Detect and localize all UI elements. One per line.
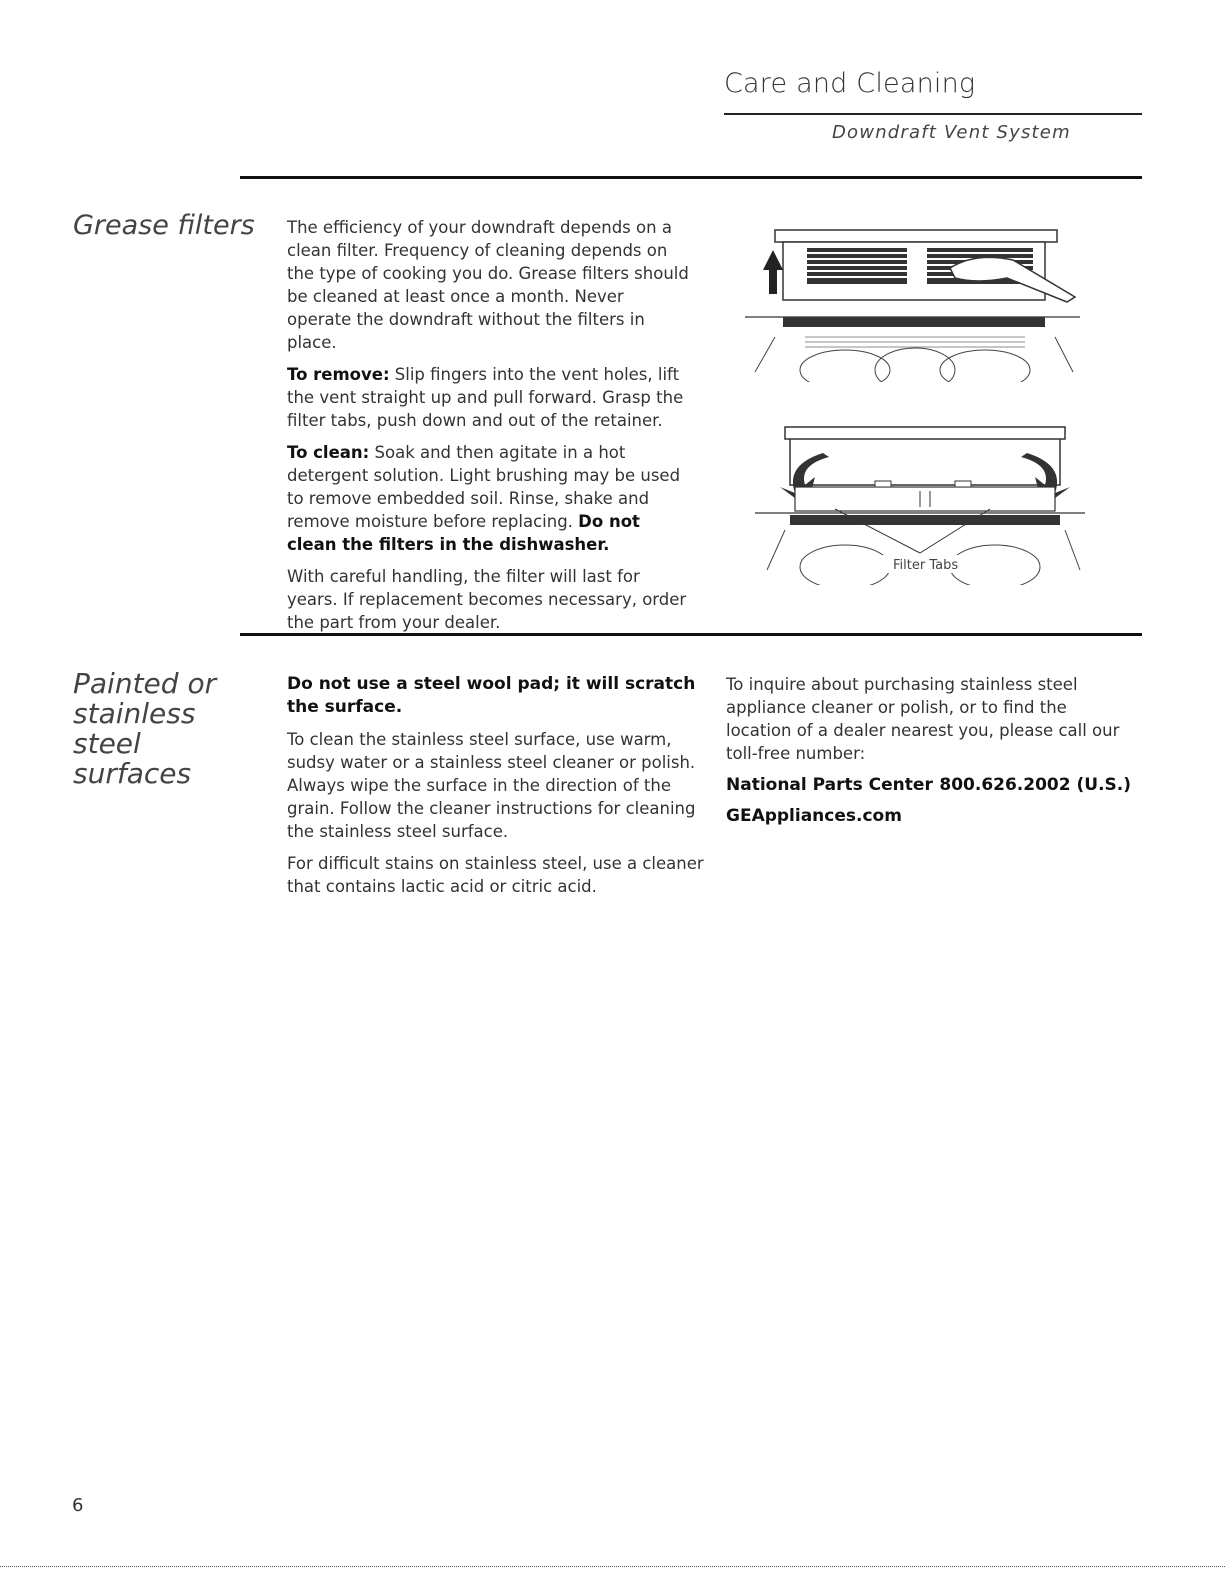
filter-tabs-illustration xyxy=(755,425,1095,585)
up-arrow-icon xyxy=(763,250,783,294)
grease-filters-heading: Grease filters xyxy=(73,210,255,241)
clean-instructions xyxy=(287,441,692,556)
remove-label: To remove: xyxy=(287,365,390,384)
surfaces-heading-line-4: surfaces xyxy=(73,757,192,790)
website-link[interactable]: GEAppliances.com xyxy=(726,806,902,826)
page-section-title: Care and Cleaning xyxy=(724,68,976,99)
grease-filters-body xyxy=(287,216,692,643)
difficult-stains-note: For difficult stains on stainless steel, use a cleaner that contains lactic acid or citric acid. xyxy=(287,854,704,896)
clean-text: Soak and then agitate in a hot detergent solution. Light brushing may be used to remove embedded soil. Rinse, shake and remove moisture before replacing. xyxy=(287,443,681,531)
stainless-clean-instructions: To clean the stainless steel surface, use warm, sudsy water or a stainless steel cleaner or polish. Always wipe the surface in the direction of the grain. Follow the cleaner instructions for cleaning the stainless steel surface. xyxy=(287,730,696,841)
clean-label: To clean: xyxy=(287,443,370,462)
vent-slots-left xyxy=(807,248,907,284)
section-divider-middle xyxy=(240,633,1142,636)
surfaces-body-left xyxy=(287,673,707,907)
grease-intro: The efficiency of your downdraft depends on a clean filter. Frequency of cleaning depends on the type of cooking you do. Grease filters should be cleaned at least once a month. Never operate the downdraft without the filters in place. xyxy=(287,218,689,352)
page-section-subtitle: Downdraft Vent System xyxy=(832,122,1071,143)
inquire-text: To inquire about purchasing stainless steel appliance cleaner or polish, or to find the location of a dealer nearest you, please call our toll-free number: xyxy=(726,675,1120,763)
parts-center-row xyxy=(726,774,1131,797)
surfaces-heading-line-1: Painted or xyxy=(73,667,217,700)
parts-center-phone: 800.626.2002 (U.S.) xyxy=(939,775,1131,795)
surfaces-body-right xyxy=(726,673,1131,828)
clean-warning: Do not clean the filters in the dishwasher. xyxy=(287,512,640,554)
parts-center-name: National Parts Center xyxy=(726,775,933,795)
section-divider-top xyxy=(240,176,1142,179)
remove-instructions xyxy=(287,363,692,432)
handling-note: With careful handling, the filter will last for years. If replacement becomes necessary, order the part from your dealer. xyxy=(287,567,687,632)
surfaces-heading xyxy=(73,669,216,789)
surfaces-heading-line-2: stainless xyxy=(73,697,196,730)
vent-lift-illustration xyxy=(745,222,1085,382)
filter-tabs-caption: Filter Tabs xyxy=(893,558,959,573)
steel-wool-warning: Do not use a steel wool pad; it will scratch the surface. xyxy=(287,674,696,717)
surfaces-heading-line-3: steel xyxy=(73,727,141,760)
page-bottom-rule xyxy=(0,1566,1225,1568)
remove-text: Slip fingers into the vent holes, lift the vent straight up and pull forward. Grasp the filter tabs, push down and out of the retainer. xyxy=(287,365,684,430)
header-rule xyxy=(724,113,1142,115)
page-number: 6 xyxy=(72,1495,84,1516)
